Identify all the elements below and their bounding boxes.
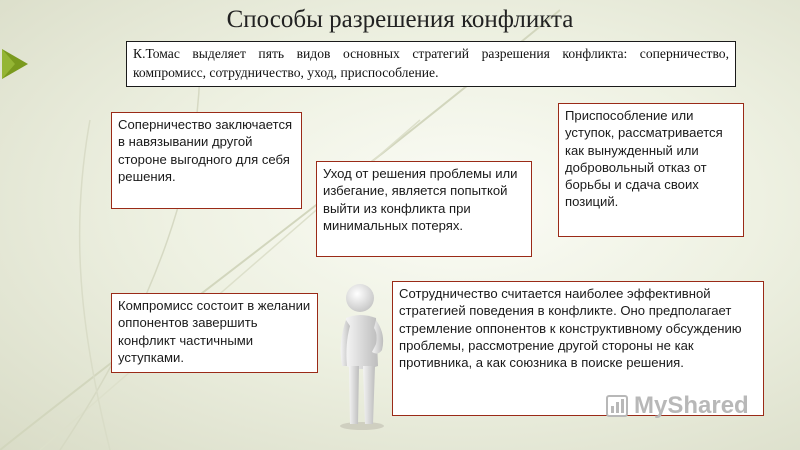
accommodation-box: Приспособление или уступок, рассматривается как вынужденный или добровольный отказ от борьбы и сдача своих позиций. bbox=[558, 103, 744, 237]
watermark-text: MyShared bbox=[634, 392, 749, 419]
rivalry-box: Соперничество заключается в навязывании другой стороне выгодного для себя решения. bbox=[111, 112, 302, 209]
intro-text-box: К.Томас выделяет пять видов основных стратегий разрешения конфликта: соперничество, компромисс, сотрудничество, уход, приспособление. bbox=[126, 41, 736, 87]
watermark bbox=[606, 392, 749, 420]
bar-chart-icon bbox=[606, 395, 628, 417]
cooperation-box: Сотрудничество считается наиболее эффективной стратегией поведения в конфликте. Оно предполагает стремление оппонентов к конструктивному обсуждению проблемы, рассмотрение другой стороны не как противника, а как союзника в поиске решения. bbox=[392, 281, 764, 416]
arrow-bullet-icon bbox=[0, 47, 30, 81]
avoidance-box: Уход от решения проблемы или избегание, является попыткой выйти из конфликта при минимальных потерях. bbox=[316, 161, 532, 257]
compromise-box: Компромисс состоит в желании оппонентов завершить конфликт частичными уступками. bbox=[111, 293, 318, 373]
person-figure-icon bbox=[332, 282, 392, 432]
slide-title: Способы разрешения конфликта bbox=[226, 6, 574, 33]
